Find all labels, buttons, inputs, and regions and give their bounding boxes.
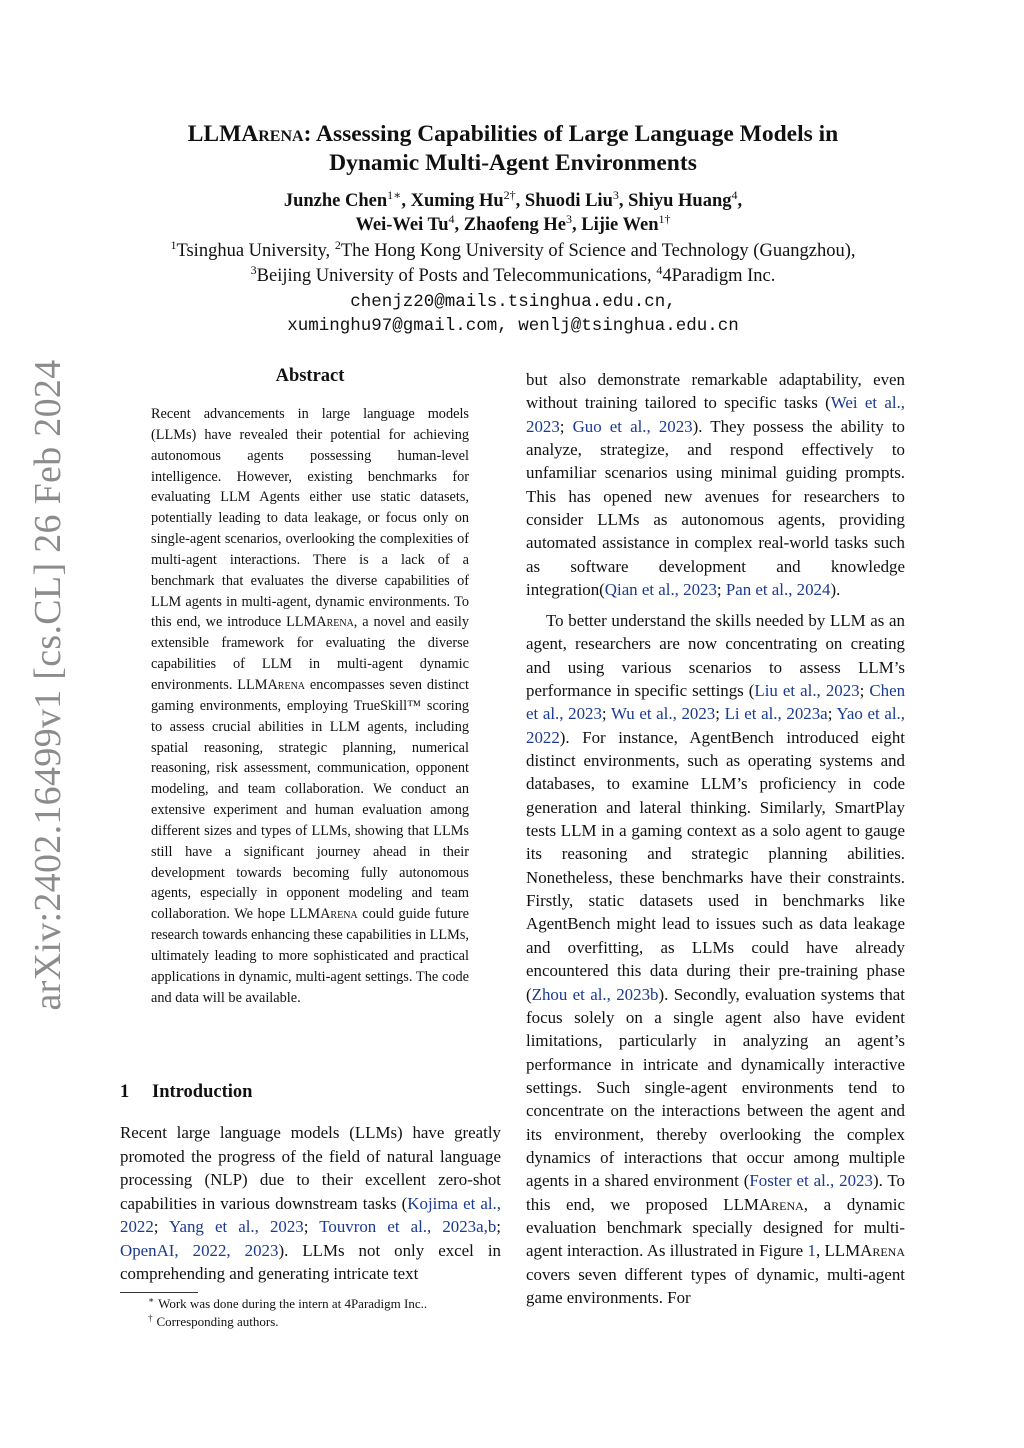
abstract-heading: Abstract bbox=[275, 366, 345, 386]
citation-link[interactable]: Pan et al., 2024 bbox=[725, 580, 831, 600]
citation-link[interactable]: Wei et al., 2023 bbox=[526, 393, 905, 436]
citation-link[interactable]: Wu et al., 2023 bbox=[610, 704, 716, 724]
citation-link[interactable]: OpenAI, 2022, 2023 bbox=[120, 1240, 279, 1260]
footnote: † Corresponding authors. bbox=[148, 1312, 279, 1329]
citation-link[interactable]: Zhou et al., 2023b bbox=[531, 984, 659, 1004]
section-heading-introduction bbox=[120, 1082, 500, 1103]
affiliation: Tsinghua University, bbox=[176, 241, 335, 261]
citation-link[interactable]: Kojima et al., 2022 bbox=[120, 1193, 502, 1236]
right-column-paragraph: but also demonstrate remarkable adaptability, even without training tailored to specific tasks (Wei et al., 2023; Guo et al., 2023). They possess the ability to analyze, strategize, and respond effectively to unfamiliar scenarios using minimal guiding prompts. This has opened new avenues for researchers to consider LLMs as autonomous agents, providing automated assistance in complex real-world tasks such as software development and knowledge integration(Qian et al., 2023; Pan et al., 2024). bbox=[526, 370, 905, 600]
author: Shuodi Liu$^3$, bbox=[524, 187, 629, 211]
citation-link[interactable]: Foster et al., 2023 bbox=[749, 1171, 873, 1191]
affiliation: 4Paradigm Inc. bbox=[662, 266, 776, 286]
citation-link[interactable]: Chen et al., 2023 bbox=[526, 681, 906, 724]
author: Lijie Wen$^{1\dagger}$ bbox=[581, 211, 671, 235]
abstract-body: Recent advancements in large language models (LLMs) have revealed their potential for achieving autonomous agents possessing human-level intelligence. However, existing benchmarks for evaluating LLM Agents either use static datasets, potentially leading to data leakage, or focus only on single-agent scenarios, overlooking the complexities of multi-agent interactions. There is a lack of a benchmark that evaluates the diverse capabilities of LLM agents in multi-agent, dynamic environments. To this end, we introduce LLMArena, a novel and easily extensible framework for evaluating the diverse capabilities of LLM in multi-agent dynamic environments. LLMArena encompasses seven distinct gaming environments, employing TrueSkill™ scoring to assess crucial abilities in LLM agents, including spatial reasoning, strategic planning, numerical reasoning, risk assessment, communication, opponent modeling, and team collaboration. We conduct an extensive experiment and human evaluation among different sizes and types of LLMs, showing that LLMs still have a significant journey ahead in their development towards becoming fully autonomous agents, especially in opponent modeling and team collaboration. We hope LLMArena could guide future research towards enhancing these capabilities in LLMs, ultimately leading to more sophisticated and practical applications in dynamic, multi-agent settings. The code and data will be available. bbox=[151, 406, 470, 1006]
author: Zhaofeng He$^3$, bbox=[463, 211, 582, 235]
paper-title bbox=[120, 120, 906, 178]
citation-link[interactable]: Touvron et al., 2023a,b bbox=[319, 1217, 497, 1236]
title-line2: Dynamic Multi-Agent Environments bbox=[329, 150, 697, 176]
author: Xuming $Hu^{2\dagger}$, bbox=[410, 187, 525, 211]
section-title: Introduction bbox=[152, 1082, 253, 1102]
affiliation: The Hong Kong University of Science and Technology (Guangzhou), bbox=[340, 241, 856, 261]
author: Shiyu Huang$^4$, bbox=[628, 187, 743, 211]
title-line1: : Assessing Capabilities of Large Language Models in bbox=[303, 121, 839, 147]
citation-link[interactable]: Liu et al., 2023 bbox=[754, 681, 860, 701]
author-emails bbox=[120, 290, 906, 338]
figure-reference-link[interactable]: 1 bbox=[807, 1241, 816, 1261]
citation-link[interactable]: Yao et al., 2022 bbox=[526, 704, 905, 747]
author: Junzhe Chen$^{1∗}$, bbox=[283, 187, 411, 211]
framework-name: LLMArena bbox=[187, 121, 304, 147]
email-line: xuminghu97@gmail.com, wenlj@tsinghua.edu.cn bbox=[287, 316, 739, 336]
intro-paragraph: Recent large language models (LLMs) have greatly promoted the progress of the field of natural language processing (NLP) due to their excellent zero-shot capabilities in various downstream tasks (Kojima et al., 2022; Yang et al., 2023; Touvron et al., 2023a,b; OpenAI, 2022, 2023). LLMs not only excel in comprehending and generating intricate text bbox=[120, 1123, 502, 1283]
arxiv-stamp bbox=[18, 300, 78, 1070]
footnote-rule bbox=[120, 1292, 198, 1293]
email-line: chenjz20@mails.tsinghua.edu.cn, bbox=[350, 292, 676, 312]
citation-link[interactable]: Li et al., 2023a bbox=[724, 704, 828, 724]
citation-link[interactable]: Yang et al., 2023 bbox=[168, 1217, 304, 1236]
affiliation: Beijing University of Posts and Telecommunications, bbox=[256, 266, 657, 286]
citation-link[interactable]: Guo et al., 2023 bbox=[572, 416, 693, 436]
footnote: ∗ Work was done during the intern at 4Paradigm Inc.. bbox=[148, 1294, 428, 1311]
author: Wei-Wei Tu$^4$, bbox=[355, 211, 464, 235]
affiliations: $^1$Tsinghua University, $^2$The Hong Kong University of Science and Technology (Guangzhou), $^3$Beijing University of Posts and Telecommunications, $^4$4Paradigm Inc. bbox=[170, 237, 856, 286]
right-column-paragraph: To better understand the skills needed by LLM as an agent, researchers are now concentrating on creating and using various scenarios to assess LLM’s performance in specific settings (Liu et al., 2023; Chen et al., 2023; Wu et al., 2023; Li et al., 2023a; Yao et al., 2022). For instance, AgentBench introduced eight distinct environments, such as operating systems and databases, to examine LLM’s proficiency in code generation and lateral thinking. Similarly, SmartPlay tests LLM in a gaming context as a solo agent to gauge its reasoning and strategic planning abilities. Nonetheless, these benchmarks have their constraints. Firstly, static datasets used in benchmarks like AgentBench might lead to issues such as data leakage and overfitting, as LLMs could have already encountered this data during their pre-training phase (Zhou et al., 2023b). Secondly, evaluation systems that focus solely on a single agent also have evident limitations, particularly in analyzing an agent’s performance in intricate and dynamically interactive settings. Such single-agent environments tend to concentrate on the interactions between the agent and its environment, thereby overlooking the complex dynamics of interactions that occur among multiple agents in a shared environment (Foster et al., 2023). To this end, we proposed LLMArena, a dynamic evaluation benchmark specially designed for multi-agent interaction. As illustrated in Figure 1, LLMArena covers seven different types of dynamic, multi-agent game environments. For bbox=[526, 611, 906, 1307]
section-number: 1 bbox=[120, 1082, 130, 1102]
arxiv-identifier: arXiv:2402.16499v1 [cs.CL] 26 Feb 2024 bbox=[27, 359, 69, 1011]
citation-link[interactable]: Qian et al., 2023 bbox=[604, 580, 717, 600]
author-list bbox=[120, 189, 906, 237]
